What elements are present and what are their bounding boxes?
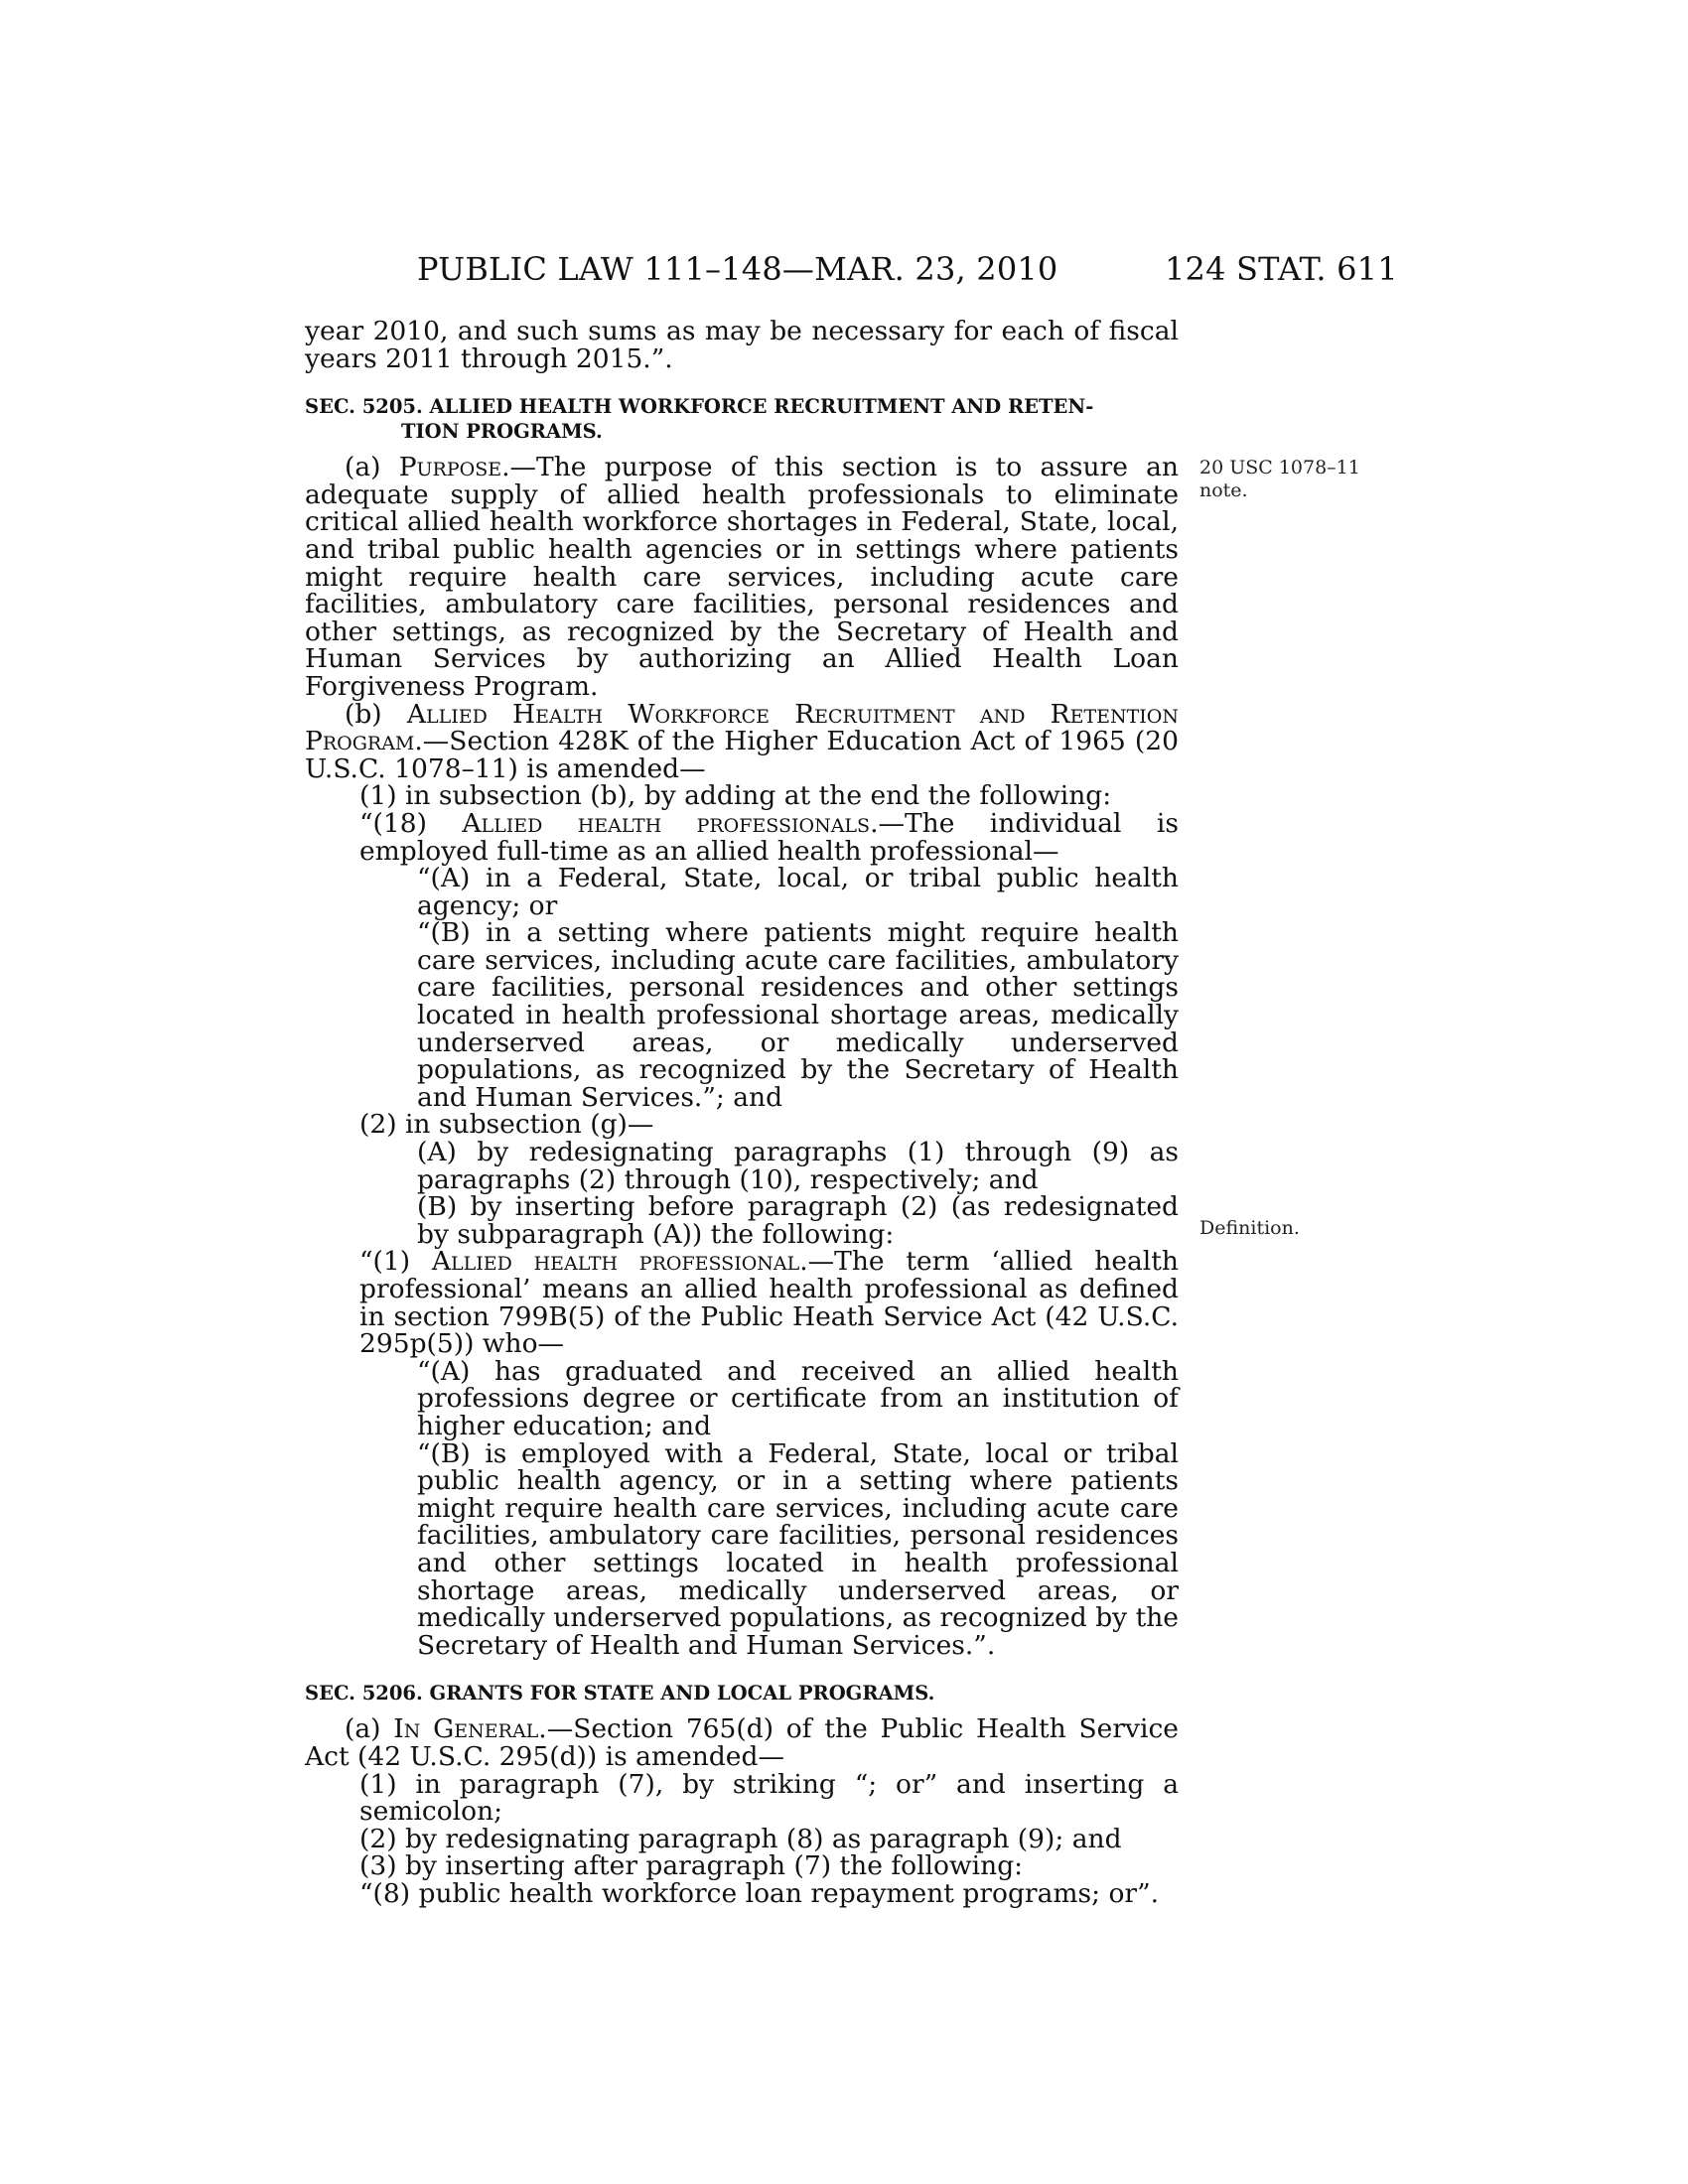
- section-5206-paragraph-2: (2) by redesignating paragraph (8) as paragraph (9); and: [359, 1823, 1122, 1854]
- section-5206-quoted-8: “(8) public health workforce loan repayment programs; or”.: [359, 1877, 1160, 1909]
- quoted-paragraph-1-definition: “(1) Allied health professional.—The term ‘allied health professional’ means an allied health professional as defined in section 799B(5) of the Public Heath Service Act (42 U.S.C. 295p(5)) who—: [359, 1246, 1179, 1360]
- section-5206-paragraph-3: (3) by inserting after paragraph (7) the following:: [359, 1850, 1024, 1882]
- section-5205-heading-line2: TION PROGRAMS.: [401, 420, 603, 444]
- section-5205-heading: [305, 394, 1179, 444]
- subsection-b: (b) Allied Health Workforce Recruitment and Retention Program.—Section 428K of the Higher Education Act of 1965 (20 U.S.C. 1078–11) is amended—: [305, 698, 1179, 784]
- quoted-18B: “(B) in a setting where patients might require health care services, including acute care facilities, ambulatory care facilities, personal residences and other settings located in health professional shortage areas, medically underserved areas, or medically underserved populations, as recognized by the Secretary of Health and Human Services.”; and: [417, 917, 1179, 1113]
- quoted-paragraph-18: “(18) Allied health professionals.—The individual is employed full-time as an allied health professional—: [359, 807, 1179, 867]
- intro-paragraph: year 2010, and such sums as may be necessary for each of fiscal years 2011 through 2015.”.: [305, 316, 1179, 374]
- purpose-caption: Purpose: [398, 452, 502, 483]
- section-5206-paragraph-1: (1) in paragraph (7), by striking “; or” and inserting a semicolon;: [359, 1768, 1179, 1828]
- paragraph-b1: (1) in subsection (b), by adding at the end the following:: [359, 780, 1112, 812]
- in-general-caption: In General: [393, 1713, 539, 1745]
- quoted-1B: “(B) is employed with a Federal, State, local or tribal public health agency, or in a setting where patients might require health care services, including acute care facilities, ambulatory care facilities, personal residences and other settings located in health professional shortage areas, medically underserved areas, or medically underserved populations, as recognized by the Secretary of Health and Human Services.”.: [417, 1437, 1179, 1661]
- margin-note-definition: Definition.: [1199, 1217, 1300, 1239]
- margin-note-citation-line2: note.: [1199, 479, 1248, 501]
- margin-note-citation: [1199, 457, 1360, 502]
- section-5206-heading: SEC. 5206. GRANTS FOR STATE AND LOCAL PROGRAMS.: [305, 1682, 935, 1706]
- subsection-a-purpose: (a) Purpose.—The purpose of this section is to assure an adequate supply of allied health professionals to eliminate critical allied health workforce shortages in Federal, State, local, and tribal public health agencies or in settings where patients might require health care services, including acute care facilities, ambulatory care facilities, personal residences and other settings, as recognized by the Secretary of Health and Human Services by authorizing an Allied Health Loan Forgiveness Program.: [305, 452, 1180, 702]
- quoted-1A: “(A) has graduated and received an allied health professions degree or certificate from an institution of higher education; and: [417, 1355, 1179, 1441]
- paragraph-b2A: (A) by redesignating paragraphs (1) through (9) as paragraphs (2) through (10), respectively; and: [417, 1137, 1179, 1195]
- quoted-18A: “(A) in a Federal, State, local, or tribal public health agency; or: [417, 863, 1179, 921]
- running-header-title: PUBLIC LAW 111–148—MAR. 23, 2010: [417, 250, 1058, 288]
- margin-note-citation-line1: 20 USC 1078–11: [1199, 457, 1360, 478]
- paragraph-b2: (2) in subsection (g)—: [359, 1109, 654, 1141]
- allied-professionals-caption: Allied health professionals: [462, 807, 871, 839]
- program-caption: Allied Health Workforce Recruitment and Retention Program: [305, 698, 1179, 757]
- paragraph-b2B: (B) by inserting before paragraph (2) (as redesignated by subparagraph (A)) the following:: [417, 1191, 1179, 1250]
- main-text-column: [305, 318, 1179, 1907]
- allied-professional-caption: Allied health professional: [431, 1246, 800, 1278]
- page-number: 124 STAT. 611: [1165, 250, 1398, 288]
- section-5205-heading-line1: SEC. 5205. ALLIED HEALTH WORKFORCE RECRUITMENT AND RETEN-: [305, 395, 1094, 419]
- section-5206-subsection-a: (a) In General.—Section 765(d) of the Public Health Service Act (42 U.S.C. 295(d)) is amended—: [305, 1713, 1179, 1772]
